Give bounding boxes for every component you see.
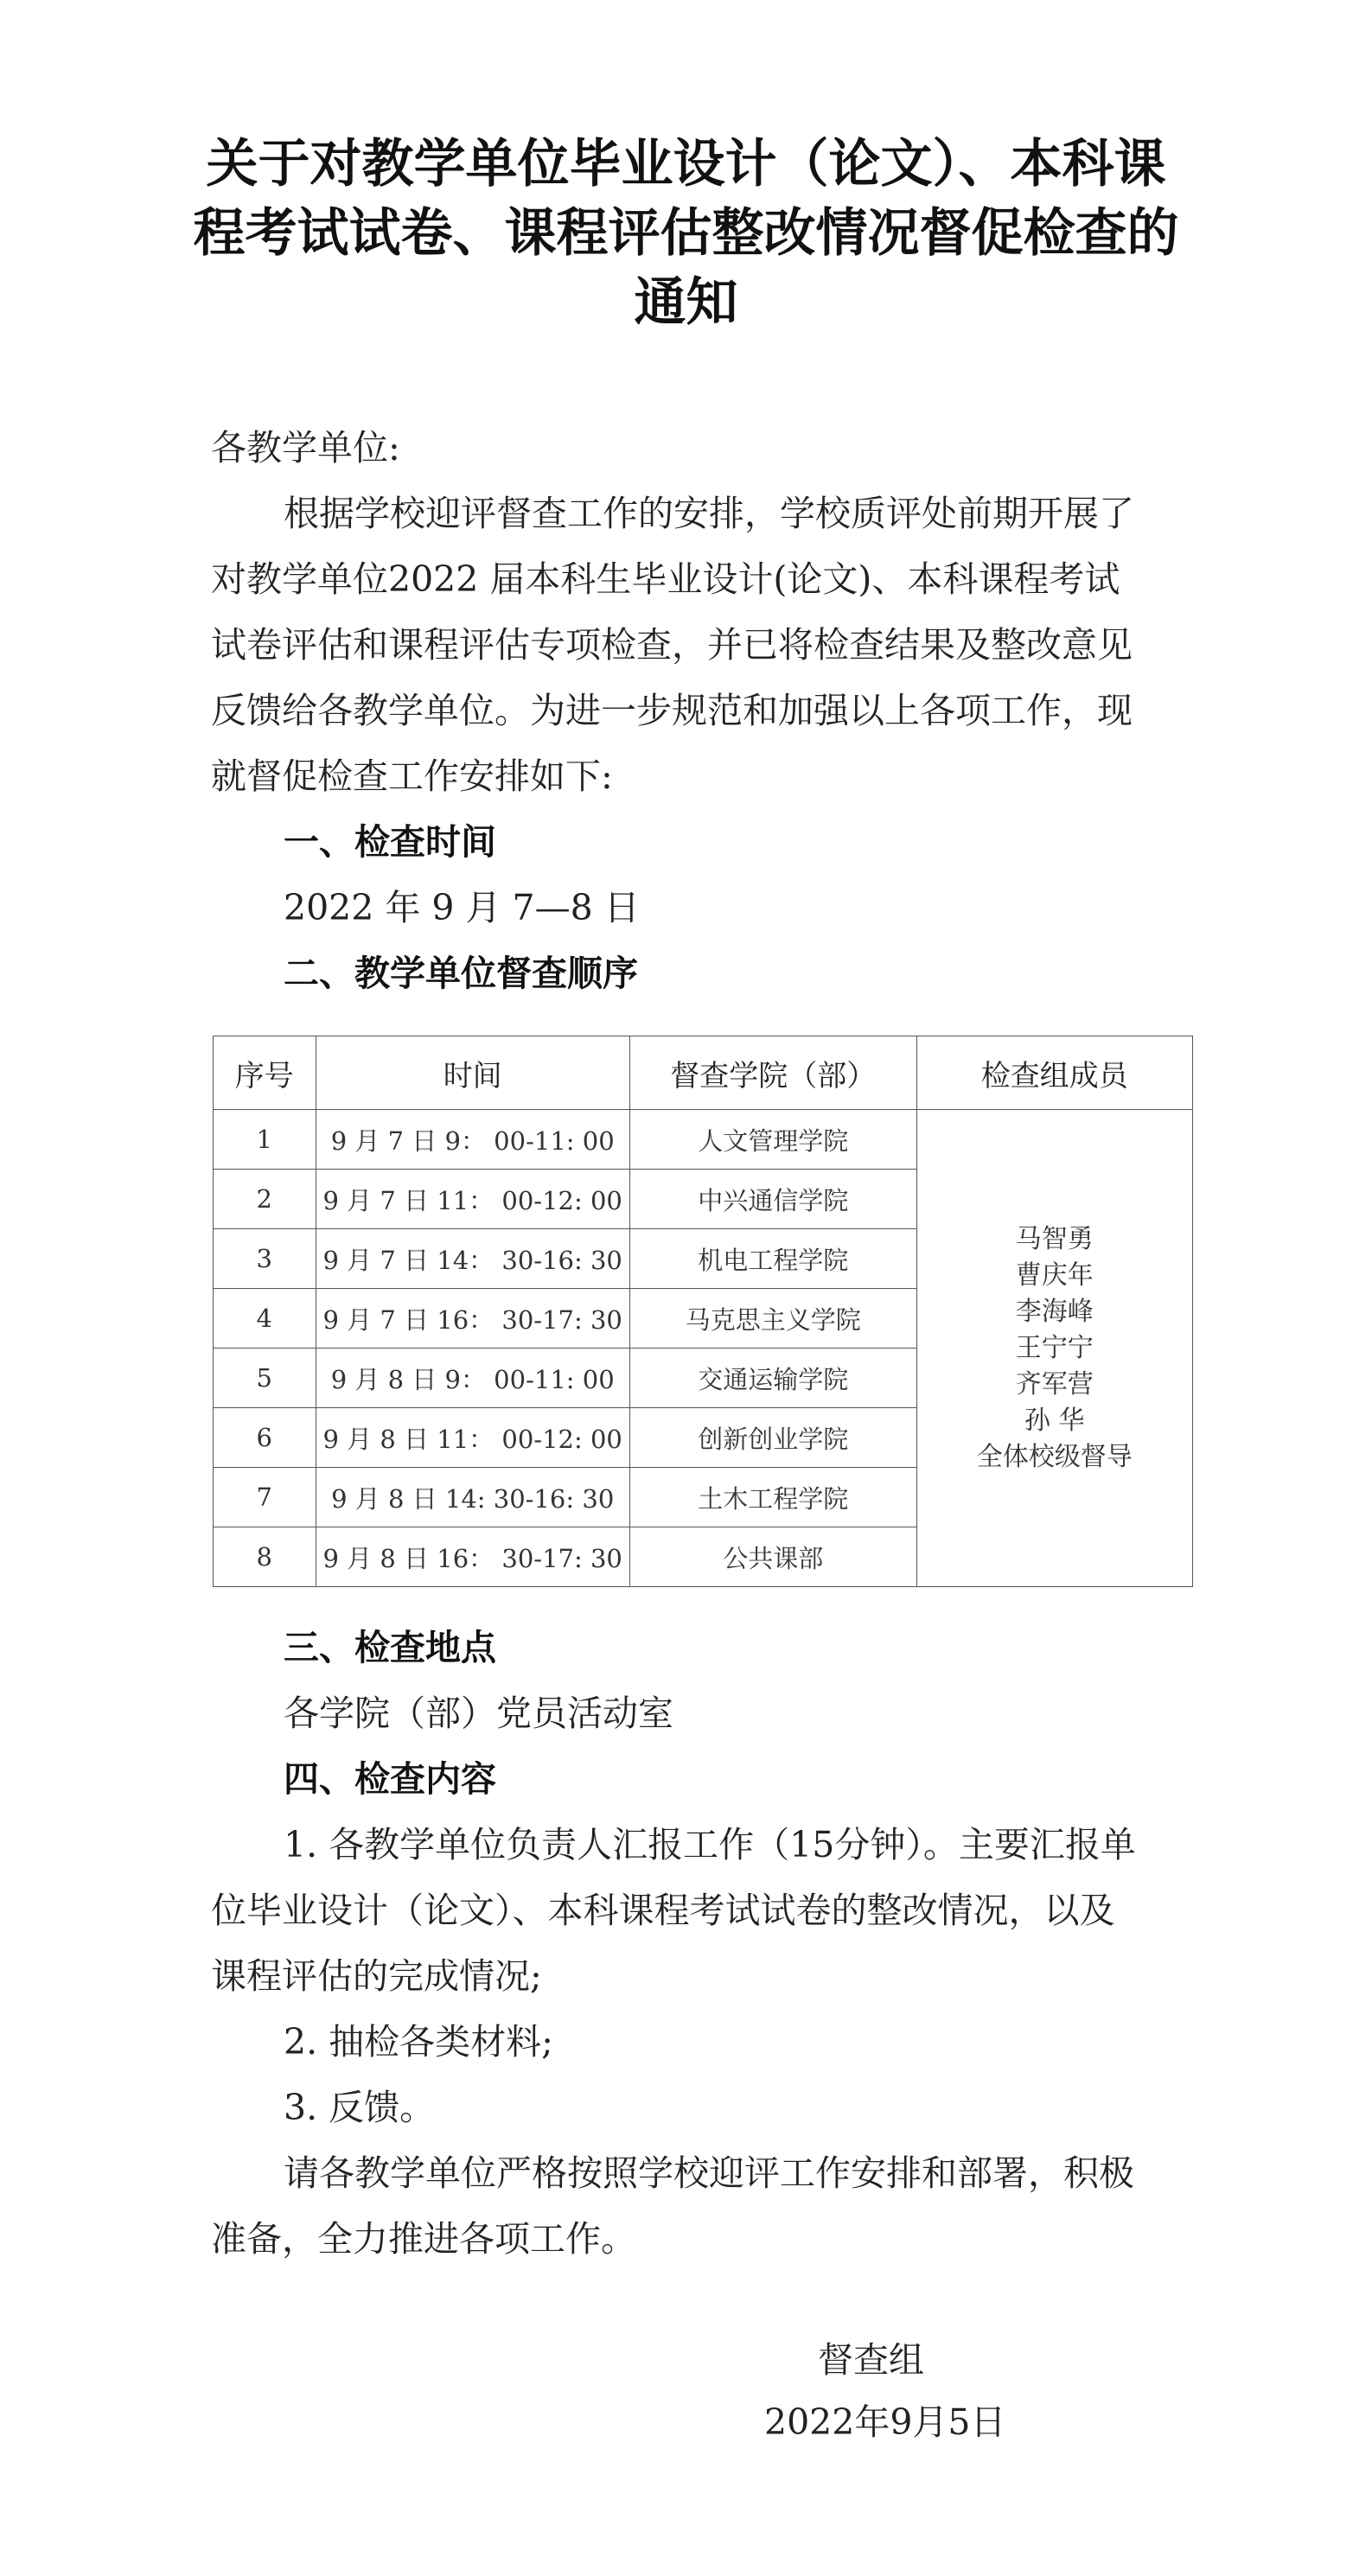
intro-paragraph	[211, 481, 1179, 809]
row-college: 创新创业学院	[629, 1408, 916, 1468]
row-number: 8	[214, 1527, 316, 1587]
row-time: 9 月 8 日 11： 00-12: 00	[316, 1408, 629, 1468]
closing-line: 准备，全力推进各项工作。	[211, 2218, 636, 2260]
notice-title	[173, 130, 1199, 337]
member-name: 马智勇	[1015, 1223, 1094, 1254]
item-line: 1. 各教学单位负责人汇报工作（15分钟）。主要汇报单	[284, 1824, 1136, 1865]
salutation: 各教学单位:	[211, 427, 400, 469]
member-name: 孙 华	[1024, 1405, 1085, 1436]
row-college: 人文管理学院	[629, 1110, 916, 1170]
row-time: 9 月 7 日 11： 00-12: 00	[316, 1170, 629, 1229]
signature-date: 2022年9月5日	[764, 2401, 1006, 2443]
row-college: 机电工程学院	[629, 1229, 916, 1289]
title-line: 程考试试卷、课程评估整改情况督促检查的	[193, 203, 1179, 264]
row-college: 中兴通信学院	[629, 1170, 916, 1229]
section-heading-content: 四、检查内容	[284, 1758, 496, 1800]
inspection-location: 各学院（部）党员活动室	[284, 1693, 673, 1734]
content-item-1	[211, 1812, 1179, 2009]
row-number: 3	[214, 1229, 316, 1289]
intro-line: 反馈给各教学单位。为进一步规范和加强以上各项工作，现	[211, 690, 1133, 731]
intro-line: 就督促检查工作安排如下:	[211, 756, 613, 797]
title-line: 通知	[634, 272, 738, 333]
item-line: 位毕业设计（论文）、本科课程考试试卷的整改情况，以及	[211, 1890, 1115, 1931]
title-line: 关于对教学单位毕业设计（论文）、本科课	[206, 134, 1166, 194]
row-time: 9 月 7 日 14： 30-16: 30	[316, 1229, 629, 1289]
row-time: 9 月 8 日 14: 30-16: 30	[316, 1468, 629, 1527]
content-item-3: 3. 反馈。	[284, 2087, 436, 2128]
table-header-row	[214, 1036, 1193, 1110]
intro-line: 对教学单位2022 届本科生毕业设计(论文)、本科课程考试	[211, 558, 1120, 600]
row-college: 马克思主义学院	[629, 1289, 916, 1349]
member-name: 王宁宁	[1015, 1332, 1094, 1363]
item-line: 课程评估的完成情况;	[211, 1955, 542, 1997]
section-heading-time: 一、检查时间	[284, 821, 496, 863]
row-number: 2	[214, 1170, 316, 1229]
member-name: 曹庆年	[1015, 1259, 1094, 1291]
row-college: 土木工程学院	[629, 1468, 916, 1527]
header-number: 序号	[214, 1036, 316, 1110]
inspection-team-members	[916, 1110, 1192, 1587]
row-number: 6	[214, 1408, 316, 1468]
row-college: 交通运输学院	[629, 1349, 916, 1408]
row-time: 9 月 8 日 16： 30-17: 30	[316, 1527, 629, 1587]
header-college: 督查学院（部）	[629, 1036, 916, 1110]
row-number: 1	[214, 1110, 316, 1170]
member-name: 李海峰	[1015, 1296, 1094, 1327]
intro-line: 根据学校迎评督查工作的安排，学校质评处前期开展了	[284, 493, 1134, 534]
inspection-dates: 2022 年 9 月 7—8 日	[284, 887, 640, 928]
row-time: 9 月 7 日 16： 30-17: 30	[316, 1289, 629, 1349]
header-members: 检查组成员	[916, 1036, 1192, 1110]
row-time: 9 月 7 日 9： 00-11: 00	[316, 1110, 629, 1170]
row-number: 5	[214, 1349, 316, 1408]
row-number: 7	[214, 1468, 316, 1527]
content-item-2: 2. 抽检各类材料;	[284, 2021, 553, 2063]
row-college: 公共课部	[629, 1527, 916, 1587]
schedule-table	[213, 1036, 1193, 1587]
table-row	[214, 1110, 1193, 1170]
section-heading-location: 三、检查地点	[284, 1627, 496, 1668]
signer-organization: 督查组	[818, 2339, 924, 2381]
header-time: 时间	[316, 1036, 629, 1110]
member-name: 齐军营	[1015, 1368, 1094, 1400]
member-name: 全体校级督导	[976, 1441, 1133, 1472]
row-time: 9 月 8 日 9： 00-11: 00	[316, 1349, 629, 1408]
intro-line: 试卷评估和课程评估专项检查，并已将检查结果及整改意见	[211, 624, 1133, 666]
closing-paragraph	[211, 2140, 1179, 2272]
row-number: 4	[214, 1289, 316, 1349]
section-heading-order: 二、教学单位督查顺序	[284, 953, 638, 994]
closing-line: 请各教学单位严格按照学校迎评工作安排和部署，积极	[284, 2152, 1134, 2194]
